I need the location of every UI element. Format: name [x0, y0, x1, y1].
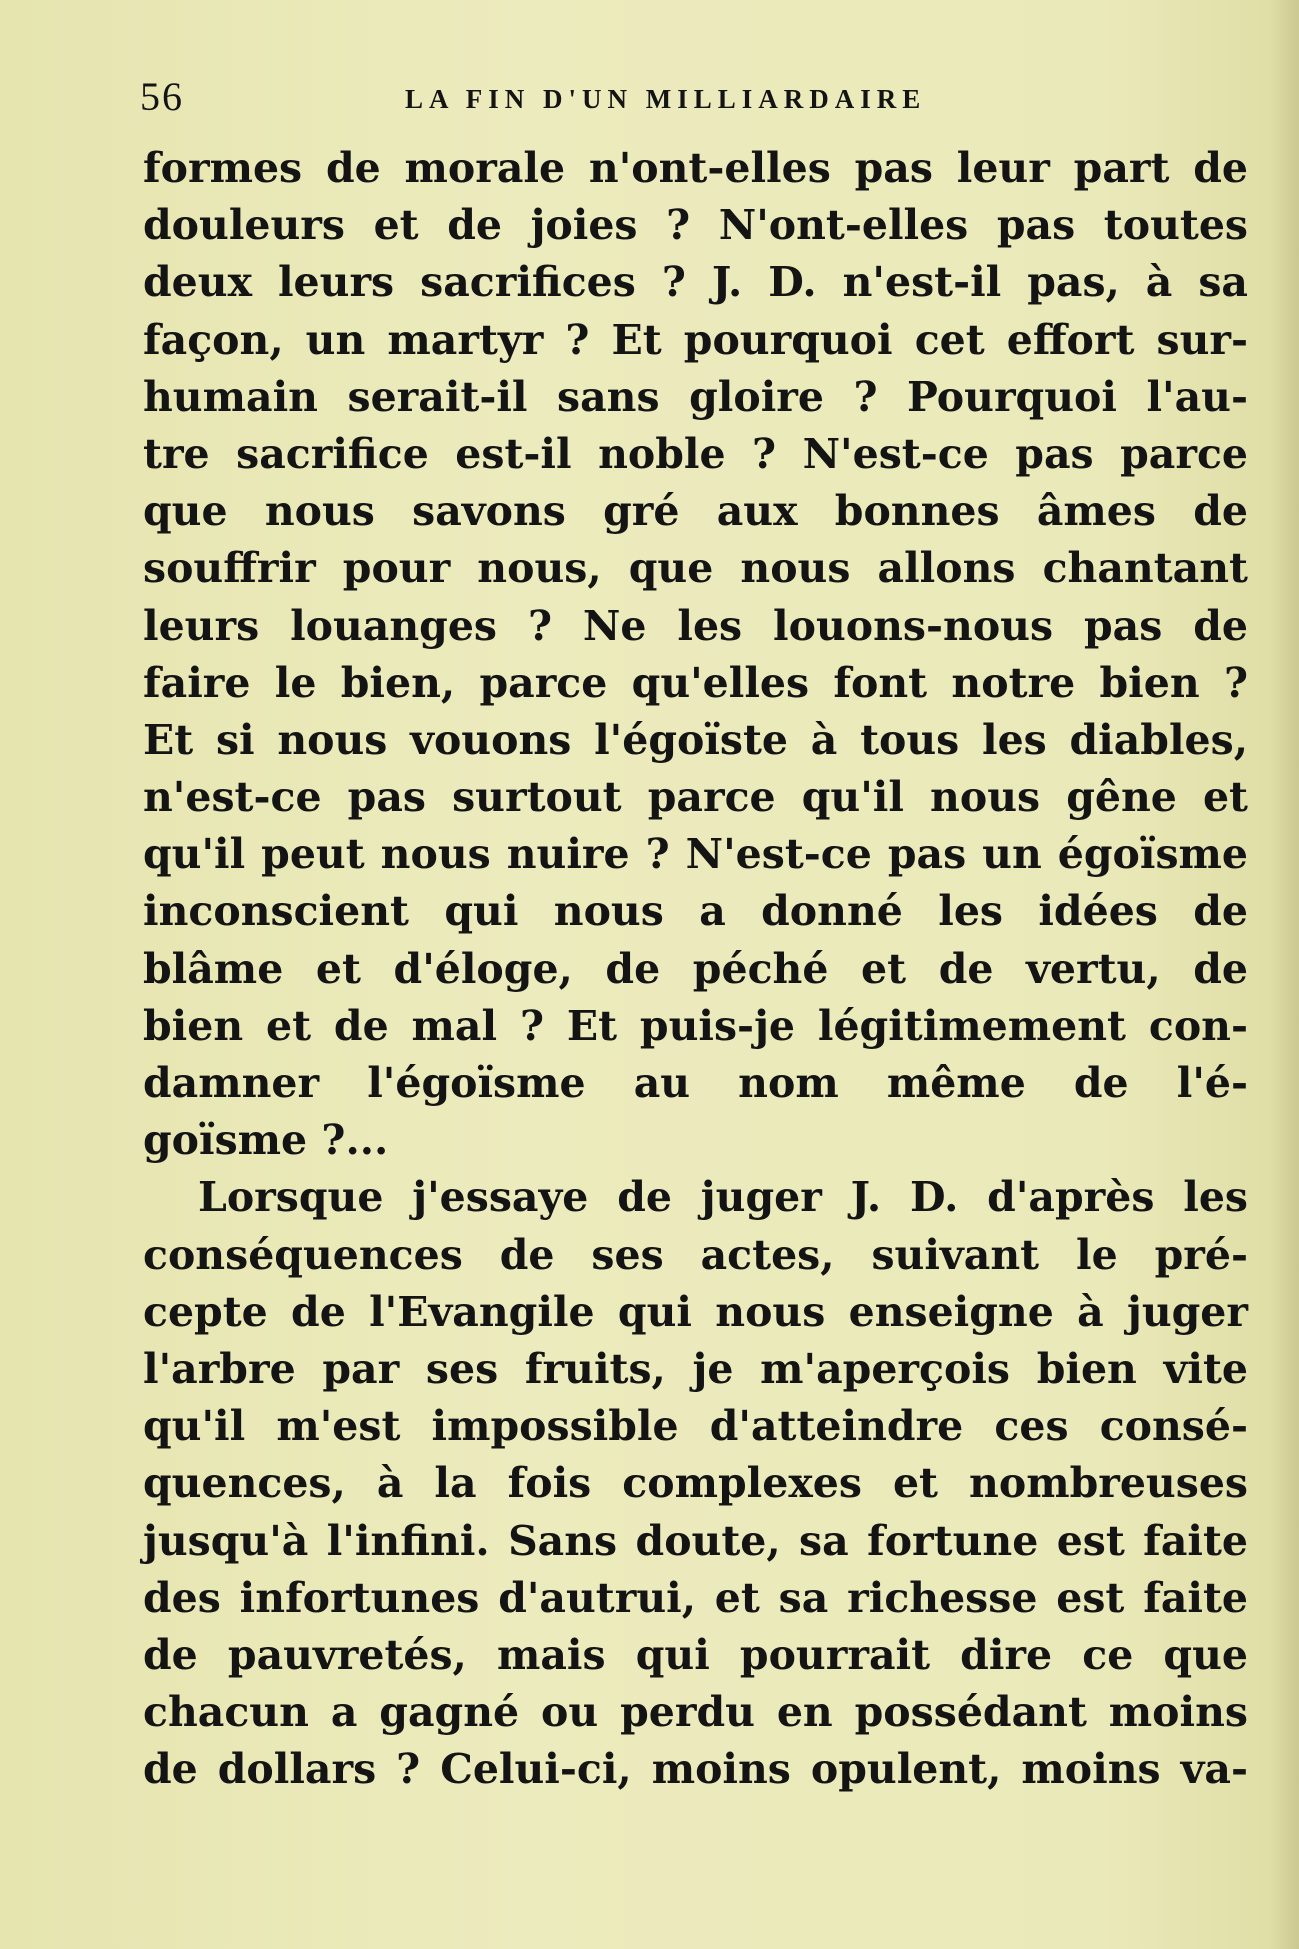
- book-title: LA FIN D'UN MILLIARDAIRE: [405, 84, 927, 114]
- text-line: qu'il peut nous nuire ? N'est-ce pas un égoïsme: [143, 830, 1248, 879]
- text-line: leurs louanges ? Ne les louons-nous pas de: [143, 601, 1248, 650]
- text-line-paragraph-end: goïsme ?...: [143, 1116, 389, 1165]
- running-head: [140, 72, 1240, 122]
- text-line: formes de morale n'ont-elles pas leur part de: [143, 144, 1248, 192]
- text-line: de dollars ? Celui-ci, moins opulent, moins va-: [143, 1745, 1248, 1794]
- text-line: douleurs et de joies ? N'ont-elles pas toutes: [143, 201, 1248, 250]
- text-line: damner l'égoïsme au nom même de l'é-: [143, 1059, 1248, 1107]
- text-line: humain serait-il sans gloire ? Pourquoi l'au-: [143, 372, 1248, 421]
- text-line: jusqu'à l'infini. Sans doute, sa fortune est faite: [143, 1516, 1248, 1565]
- text-line: bien et de mal ? Et puis-je légitimement con-: [143, 1001, 1248, 1050]
- text-line: qu'il m'est impossible d'atteindre ces consé-: [143, 1402, 1248, 1451]
- text-line: des infortunes d'autrui, et sa richesse est faite: [143, 1573, 1248, 1622]
- text-line: souffrir pour nous, que nous allons chantant: [143, 544, 1248, 593]
- page-number: 56: [140, 74, 184, 119]
- text-line: tre sacrifice est-il noble ? N'est-ce pas parce: [143, 429, 1248, 478]
- body-text: [143, 140, 1248, 1798]
- text-line: l'arbre par ses fruits, je m'aperçois bien vite: [143, 1344, 1248, 1393]
- text-line: quences, à la fois complexes et nombreuses: [143, 1459, 1248, 1508]
- text-line: deux leurs sacrifices ? J. D. n'est-il pas, à sa: [143, 258, 1248, 307]
- text-line: façon, un martyr ? Et pourquoi cet effort sur-: [143, 315, 1248, 364]
- text-line: faire le bien, parce qu'elles font notre bien ?: [143, 658, 1248, 707]
- text-line: conséquences de ses actes, suivant le pré-: [143, 1230, 1248, 1279]
- page-edge-shadow: [1269, 0, 1299, 1949]
- text-line: de pauvretés, mais qui pourrait dire ce que: [143, 1630, 1248, 1679]
- text-line: n'est-ce pas surtout parce qu'il nous gêne et: [143, 773, 1248, 822]
- text-line: que nous savons gré aux bonnes âmes de: [143, 487, 1248, 536]
- text-line: Et si nous vouons l'égoïste à tous les diables,: [143, 715, 1248, 764]
- text-line: cepte de l'Evangile qui nous enseigne à juger: [143, 1287, 1248, 1336]
- text-line: inconscient qui nous a donné les idées de: [143, 887, 1248, 936]
- text-line-paragraph-start: Lorsque j'essaye de juger J. D. d'après les: [198, 1173, 1248, 1222]
- text-line: chacun a gagné ou perdu en possédant moins: [143, 1688, 1248, 1737]
- text-line: blâme et d'éloge, de péché et de vertu, de: [143, 944, 1248, 993]
